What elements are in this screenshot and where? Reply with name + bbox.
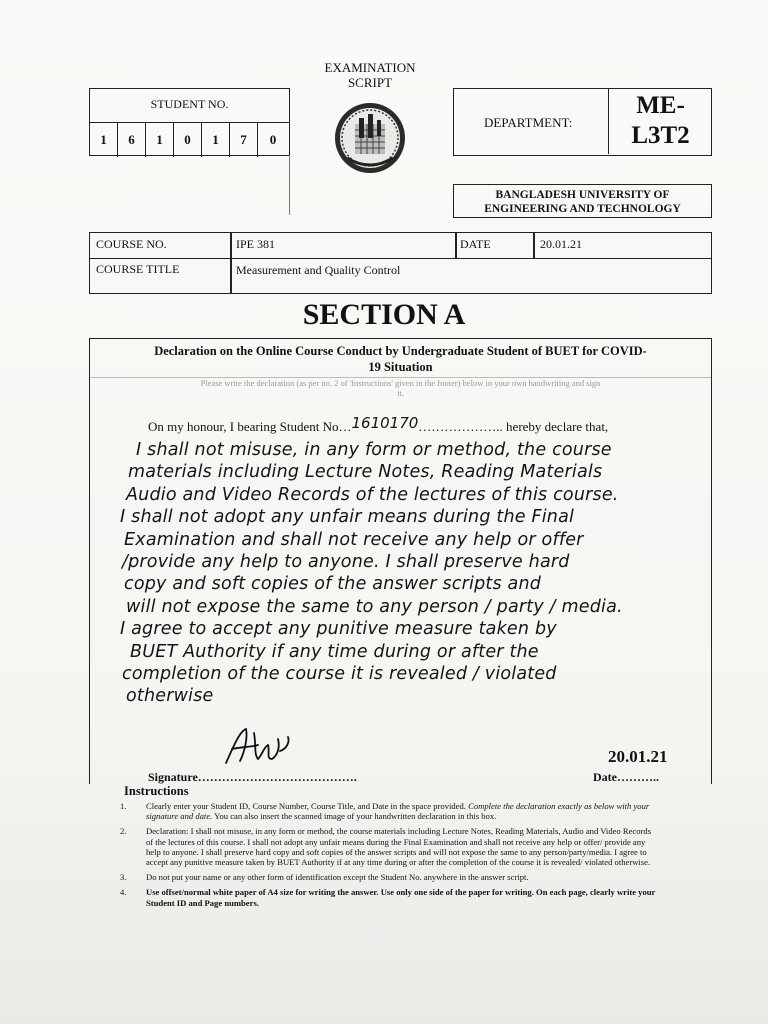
course-table-divider [455,233,457,258]
declaration-title-line2: 19 Situation [368,360,433,374]
student-no-label: STUDENT NO. [150,97,229,111]
university-line1: BANGLADESH UNIVERSITY OF [495,189,670,201]
instruction-number: 1. [120,801,127,811]
university-name-box [453,184,712,218]
course-no-label: COURSE NO. [96,237,167,251]
handwritten-line: I agree to accept any punitive measure taken by [120,619,557,640]
handwritten-line: I shall not adopt any unfair means during the Final [120,507,575,528]
student-no-digit: 1 [90,123,118,157]
date-label: DATE [460,237,491,251]
handwritten-date: 20.01.21 [608,747,668,766]
instruction-item [120,887,660,907]
instruction-text: Do not put your name or any other form of identification except the Student No. anywhere in the answer script. [146,872,529,883]
instruction-text-tail: You can also insert the scanned image of your handwritten declaration in this box. [212,811,497,822]
handwritten-line: will not expose the same to any person / party / media. [126,596,623,617]
declaration-box [89,338,712,784]
student-box-extension [289,155,290,215]
instruction-number: 2. [120,826,127,837]
exam-script-label-line2: SCRIPT [347,75,393,90]
exam-script-label-line1: EXAMINATION [324,60,416,75]
student-no-digit: 6 [118,123,146,157]
declaration-title-line1: Declaration on the Online Course Conduct by Undergraduate Student of BUET for COVID- [154,344,647,358]
signature-line-label: Signature…………………………………. [148,770,357,784]
student-no-digit: 1 [146,123,174,157]
instructions-list [120,801,660,913]
date-line-label: Date……….. [593,770,659,784]
section-title: SECTION A [302,298,466,331]
department-value-line2: L3T2 [631,122,690,149]
date-value: 20.01.21 [540,237,582,251]
declaration-intro-prefix: On my honour, I bearing Student No… [148,419,352,434]
instruction-number: 4. [120,887,127,898]
course-table-divider [533,233,535,258]
student-no-digit: 0 [174,123,202,157]
course-no-value: IPE 381 [236,237,275,251]
signature-image [218,725,298,769]
handwritten-line: copy and soft copies of the answer scripts and [124,574,542,595]
handwritten-line: BUET Authority if any time during or after the [130,641,539,662]
handwritten-line: Audio and Video Records of the lectures of this course. [126,484,619,505]
department-label: DEPARTMENT: [484,115,573,130]
department-box [453,88,712,156]
instruction-text [146,801,660,821]
department-value [608,88,712,154]
declaration-intro-suffix: ……………….. hereby declare that, [418,419,609,434]
course-title-label: COURSE TITLE [96,262,180,276]
student-no-box [89,88,290,156]
student-no-digit: 0 [269,132,277,147]
instruction-number: 3. [120,872,127,883]
handwritten-line: otherwise [126,686,214,707]
student-no-digit: 7 [230,123,258,157]
instruction-text: Declaration: I shall not misuse, in any form or method, the course materials including Lecture Notes, Reading Materials, Audio and Video Records of the lectures of this course. I shall not adopt any unfair means during the Final Examination and shall not receive any help or offer/ provide any help to anyone. I shall preserve hard copy and soft copies of the answer scripts and will not expose the same to any person/party/media. I agree to accept any punitive measure taken by BUET Authority if at any time during or after the completion of the course it is revealed/ violated otherwise. [146,826,652,868]
declaration-intro-student-no: 1610170 [351,414,419,432]
student-no-digit: 1 [202,123,230,157]
handwritten-line: Examination and shall not receive any help or offer [124,529,584,550]
course-info-table [89,232,712,294]
declaration-hint-line1: Please write the declaration (as per no. 2 of 'Instructions' given in the footer) below in your own handwriting and sign [200,378,601,388]
department-value-line1: ME- [636,92,685,119]
handwritten-line: completion of the course it is revealed / violated [122,664,557,685]
declaration-hint [90,378,711,398]
instruction-text-main: Clearly enter your Student ID, Course Number, Course Title, and Date in the space provided. [146,801,469,811]
handwritten-line: I shall not misuse, in any form or method, the course [136,440,612,460]
course-table-divider [230,233,232,293]
university-seal-logo [333,100,407,176]
instructions-title: Instructions [124,784,189,798]
instruction-text-emph: Complete the declaration exactly as below with your signature and date. [146,801,650,822]
course-title-value: Measurement and Quality Control [236,263,401,277]
student-no-digits [90,122,289,157]
university-line2: ENGINEERING AND TECHNOLOGY [484,203,681,215]
declaration-hint-line2: it. [397,388,404,398]
declaration-intro [148,414,609,435]
handwritten-line: materials including Lecture Notes, Reading Materials [128,462,603,483]
declaration-title [90,343,711,375]
instruction-text: Use offset/normal white paper of A4 size for writing the answer. Use only one side of the paper for writing. On each page, clearly write your Student ID and Page numbers. [146,887,656,908]
handwritten-line: /provide any help to anyone. I shall preserve hard [122,552,570,573]
exam-script-label [300,60,440,90]
course-table-divider [90,258,711,259]
instruction-item [120,801,660,821]
handwritten-declaration [120,439,720,708]
instruction-item [120,872,660,882]
instruction-item [120,826,660,867]
